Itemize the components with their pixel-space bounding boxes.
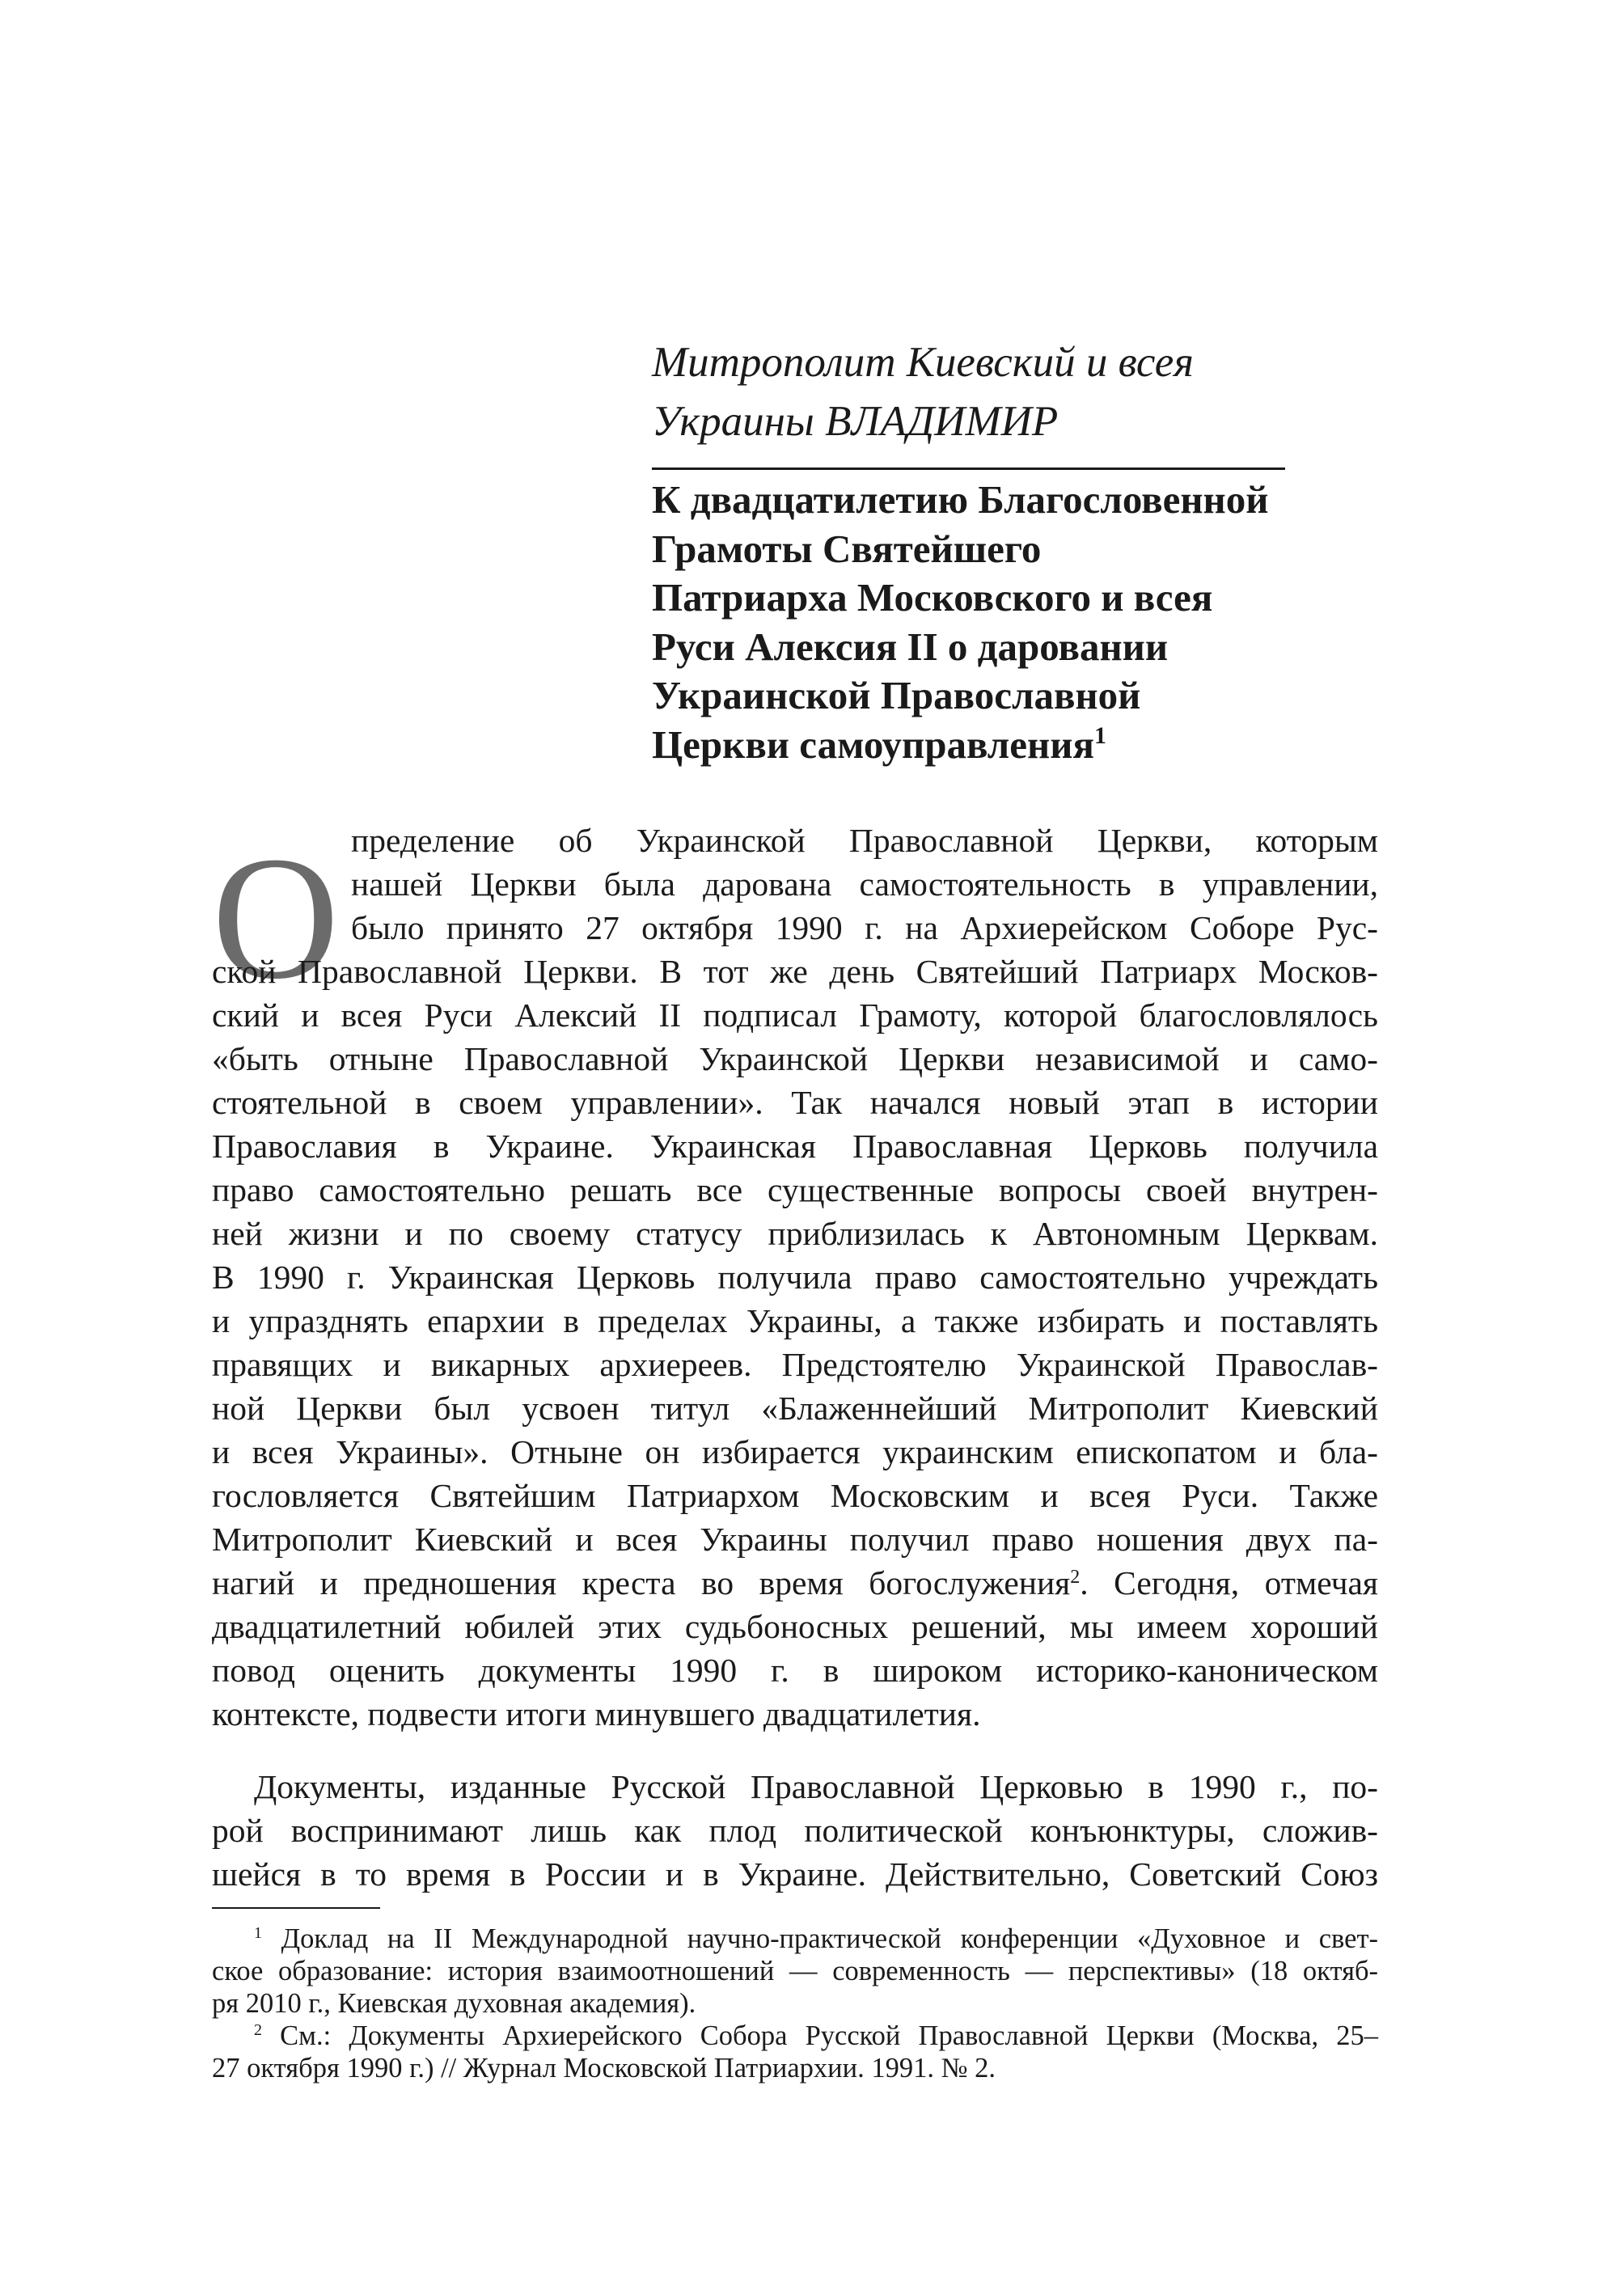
footnote-2-mark: 2 — [254, 2021, 262, 2039]
body-line: шейся в то время в России и в Украине. Действительно, Советский Союз — [212, 1855, 1378, 1893]
title-line: Украинской Православной — [652, 673, 1141, 717]
body-line: ский и всея Руси Алексий II подписал Грамоту, которой благословлялось — [212, 996, 1378, 1034]
body-line: и упразднять епархии в пределах Украины, а также избирать и поставлять — [212, 1302, 1378, 1339]
footnotes — [212, 1923, 1378, 2084]
body-line: право самостоятельно решать все существенные вопросы своей внутрен- — [212, 1171, 1378, 1208]
body-line: ской Православной Церкви. В тот же день Святейший Патриарх Москов- — [212, 953, 1378, 990]
body-line: нашей Церкви была дарована самостоятельность в управлении, — [351, 865, 1378, 903]
body-line: Документы, изданные Русской Православной Церковью в 1990 г., по- — [254, 1768, 1378, 1805]
footnote-text: Доклад на II Международной научно-практической конференции «Духовное и свет- — [281, 1923, 1379, 1954]
body-line: правящих и викарных архиереев. Предстоятелю Украинской Православ- — [212, 1346, 1378, 1383]
body-line: ной Церкви был усвоен титул «Блаженнейший Митрополит Киевский — [212, 1390, 1378, 1427]
title-line-last — [652, 721, 1461, 770]
body-line: рой воспринимают лишь как плод политической конъюнктуры, сложив- — [212, 1812, 1378, 1849]
body-line: стоятельной в своем управлении». Так начался новый этап в истории — [212, 1084, 1378, 1121]
body-line: Православия в Украине. Украинская Православная Церковь получила — [212, 1127, 1378, 1165]
body-line: В 1990 г. Украинская Церковь получила право самостоятельно учреждать — [212, 1259, 1378, 1296]
paragraph-1 — [212, 819, 1378, 1736]
author-line-2: Украины ВЛАДИМИР — [652, 398, 1059, 445]
footnote-divider — [212, 1907, 380, 1909]
author-line-1: Митрополит Киевский и всея — [652, 339, 1194, 386]
body-text: . Сегодня, отмечая — [1080, 1564, 1378, 1601]
footnote-1-line — [212, 1923, 1378, 1955]
body-line: «быть отныне Православной Украинской Церкви независимой и само- — [212, 1040, 1378, 1077]
footnote-1-line: ское образование: история взаимоотношений — современность — перспективы» (18 октяб- — [212, 1956, 1378, 1986]
body-text: нагий и предношения креста во время богослужения — [212, 1564, 1071, 1601]
body-line: и всея Украины». Отныне он избирается украинским епископатом и бла- — [212, 1433, 1378, 1470]
footnote-2-line: 27 октября 1990 г.) // Журнал Московской Патриархии. 1991. № 2. — [212, 2053, 996, 2084]
title-line: Грамоты Святейшего — [652, 526, 1042, 571]
title-line: Руси Алексия II о даровании — [652, 624, 1169, 669]
footnote-1-line: ря 2010 г., Киевская духовная академия). — [212, 1988, 696, 2019]
body-line: ней жизни и по своему статусу приблизилась к Автономным Церквам. — [212, 1215, 1378, 1252]
body-line: двадцатилетний юбилей этих судьбоносных решений, мы имеем хороший — [212, 1608, 1378, 1645]
title-line-text: Церкви самоуправления — [652, 721, 1095, 767]
body-line: повод оценить документы 1990 г. в широком историко-каноническом — [212, 1652, 1378, 1689]
article-title — [652, 476, 1461, 769]
drop-cap: О — [212, 821, 340, 1016]
body-line: Митрополит Киевский и всея Украины получил право ношения двух па- — [212, 1521, 1378, 1558]
footnote-1-mark: 1 — [254, 1924, 262, 1942]
title-divider — [652, 467, 1285, 470]
footnote-mark-2[interactable]: 2 — [1070, 1567, 1081, 1588]
body-line: было принято 27 октября 1990 г. на Архиерейском Соборе Рус- — [351, 909, 1378, 946]
title-line: К двадцатилетию Благословенной — [652, 477, 1269, 522]
paragraph-2 — [212, 1765, 1378, 1896]
body-line: контексте, подвести итоги минувшего двадцатилетия. — [212, 1695, 981, 1732]
body-line: гословляется Святейшим Патриархом Московским и всея Руси. Также — [212, 1477, 1378, 1514]
body-line-with-footnote — [212, 1561, 1378, 1605]
footnote-text: См.: Документы Архиерейского Собора Русской Православной Церкви (Москва, 25– — [280, 2020, 1378, 2051]
title-footnote-mark[interactable]: 1 — [1094, 721, 1107, 749]
footnote-2-line — [212, 2020, 1378, 2052]
body-line: пределение об Украинской Православной Церкви, которым — [351, 822, 1378, 859]
title-line: Патриарха Московского и всея — [652, 575, 1213, 620]
author-heading — [652, 333, 1283, 451]
